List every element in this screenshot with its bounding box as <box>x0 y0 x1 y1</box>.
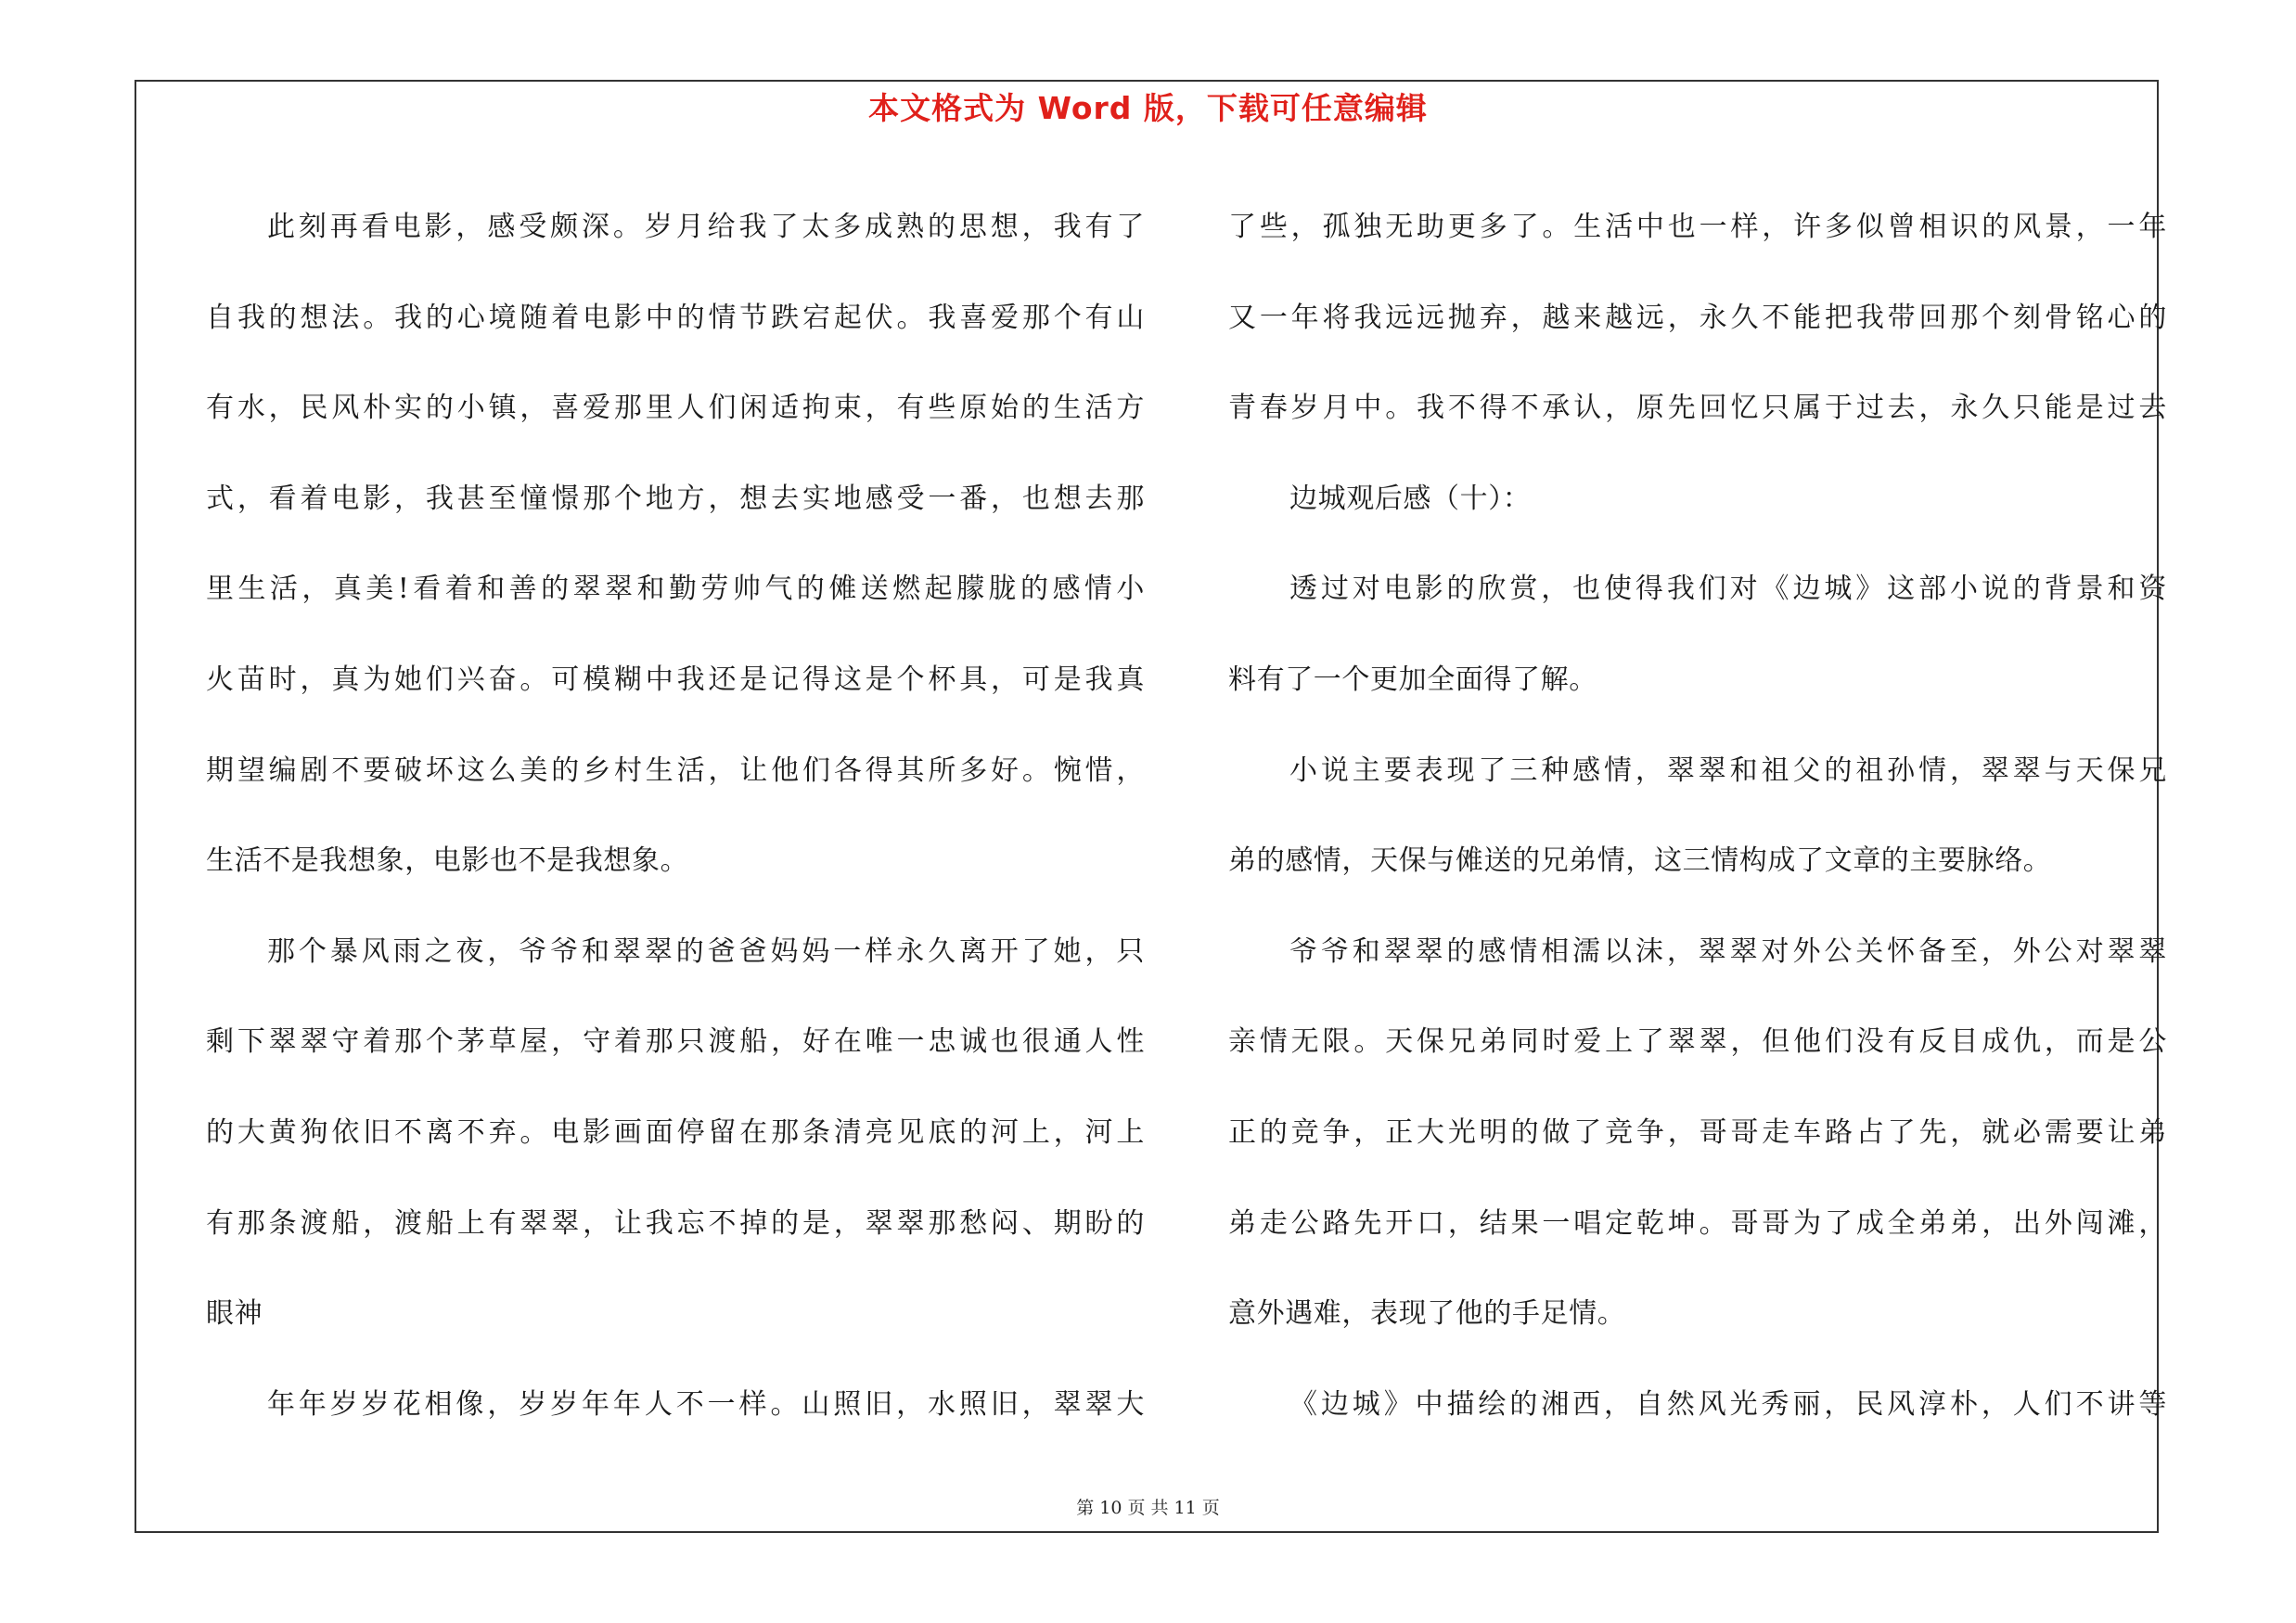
text-line: 透过对电影的欣赏，也使得我们对《边城》这部小说的背景和资 <box>1289 573 2167 606</box>
text-line: 有那条渡船，渡船上有翠翠，让我忘不掉的是，翠翠那愁闷、期盼的 <box>206 1206 1145 1240</box>
right-text-column <box>1228 182 2167 1449</box>
page-number-footer <box>0 1494 2296 1522</box>
text-line: 正的竞争，正大光明的做了竞争，哥哥走车路占了先，就必需要让弟 <box>1228 1115 2167 1149</box>
text-line: 剩下翠翠守着那个茅草屋，守着那只渡船，好在唯一忠诚也很通人性 <box>206 1025 1145 1059</box>
text-line: 料有了一个更加全面得了解。 <box>1228 663 1597 696</box>
text-line: 眼神 <box>206 1297 263 1331</box>
text-line: 有水，民风朴实的小镇，喜爱那里人们闲适拘束，有些原始的生活方 <box>206 392 1145 425</box>
text-line: 生活不是我想象，电影也不是我想象。 <box>206 844 689 878</box>
text-line: 此刻再看电影，感受颇深。岁月给我了太多成熟的思想，我有了 <box>267 211 1145 243</box>
page-suffix: 页 <box>1201 1498 1220 1518</box>
text-line: 弟的感情，天保与傩送的兄弟情，这三情构成了文章的主要脉络。 <box>1228 844 2052 878</box>
text-line: 年年岁岁花相像，岁岁年年人不一样。山照旧，水照旧，翠翠大 <box>267 1387 1145 1421</box>
page-prefix: 第 <box>1076 1498 1095 1518</box>
page-mid-text: 页 共 <box>1127 1498 1169 1518</box>
text-line: 式，看着电影，我甚至憧憬那个地方，想去实地感受一番，也想去那 <box>206 482 1145 515</box>
total-page-number: 11 <box>1174 1498 1197 1518</box>
current-page-number: 10 <box>1099 1498 1122 1518</box>
text-line: 青春岁月中。我不得不承认，原先回忆只属于过去，永久只能是过去 <box>1228 392 2167 425</box>
text-line: 自我的想法。我的心境随着电影中的情节跌宕起伏。我喜爱那个有山 <box>206 301 1145 334</box>
text-line: 期望编剧不要破坏这么美的乡村生活，让他们各得其所多好。惋惜， <box>206 754 1145 787</box>
text-line: 的大黄狗依旧不离不弃。电影画面停留在那条清亮见底的河上，河上 <box>206 1115 1145 1149</box>
left-text-column <box>206 182 1145 1449</box>
section-heading: 边城观后感（十）： <box>1289 482 1532 515</box>
text-line: 弟走公路先开口，结果一唱定乾坤。哥哥为了成全弟弟，出外闯滩， <box>1228 1206 2167 1240</box>
text-line: 爷爷和翠翠的感情相濡以沫，翠翠对外公关怀备至，外公对翠翠 <box>1289 934 2167 968</box>
text-line: 意外遇难，表现了他的手足情。 <box>1228 1297 1626 1331</box>
text-line: 那个暴风雨之夜，爷爷和翠翠的爸爸妈妈一样永久离开了她，只 <box>267 934 1145 968</box>
text-line: 里生活，真美!看着和善的翠翠和勤劳帅气的傩送燃起朦胧的感情小 <box>206 573 1145 606</box>
text-line: 《边城》中描绘的湘西，自然风光秀丽，民风淳朴，人们不讲等 <box>1289 1387 2167 1421</box>
text-line: 了些，孤独无助更多了。生活中也一样，许多似曾相识的风景，一年 <box>1228 211 2167 243</box>
text-line: 亲情无限。天保兄弟同时爱上了翠翠，但他们没有反目成仇，而是公 <box>1228 1025 2167 1059</box>
text-line: 小说主要表现了三种感情，翠翠和祖父的祖孙情，翠翠与天保兄 <box>1289 754 2167 787</box>
document-header-title: 本文格式为 Word 版，下载可任意编辑 <box>868 90 1428 126</box>
text-line: 火苗时，真为她们兴奋。可模糊中我还是记得这是个杯具，可是我真 <box>206 663 1145 696</box>
text-line: 又一年将我远远抛弃，越来越远，永久不能把我带回那个刻骨铭心的 <box>1228 301 2167 334</box>
